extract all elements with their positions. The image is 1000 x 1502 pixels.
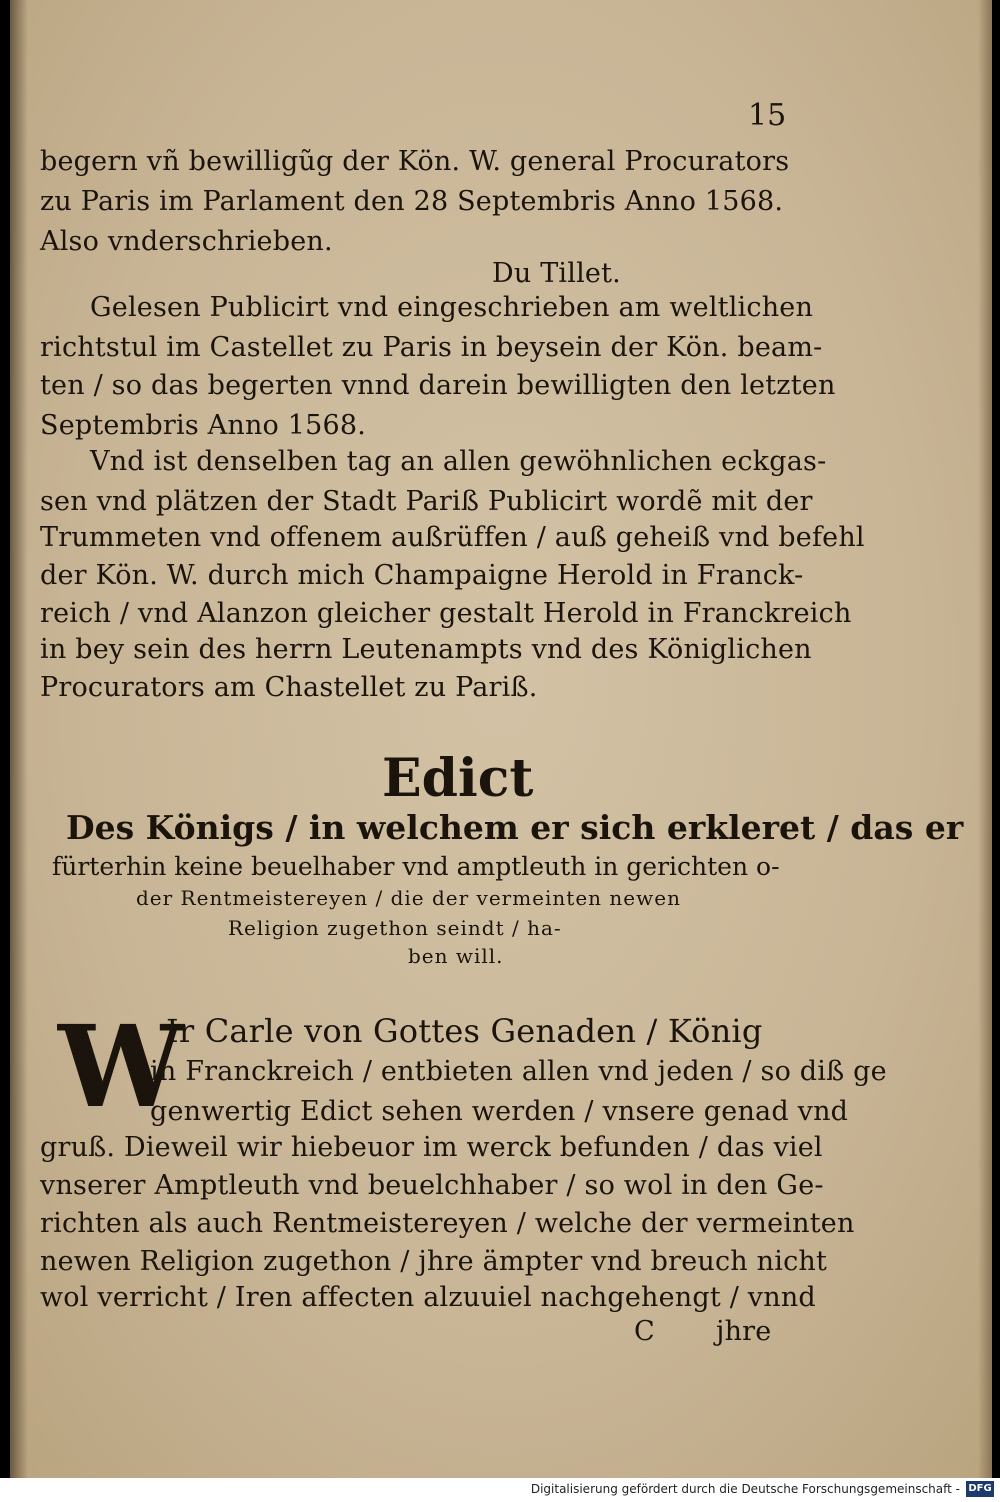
text-line: der Kön. W. durch mich Champaigne Herold in Franck- (40, 560, 804, 591)
page-number: 15 (748, 98, 787, 133)
signature-mark: C (634, 1316, 655, 1347)
text-line: gruß. Dieweil wir hiebeuor im werck befunden / das viel (40, 1132, 823, 1163)
text-line: zu Paris im Parlament den 28 Septembris Anno 1568. (40, 186, 784, 217)
text-line: Vnd ist denselben tag an allen gewöhnlichen eckgas- (90, 446, 827, 477)
heading-line: ben will. (408, 944, 504, 968)
signature: Du Tillet. (492, 258, 621, 289)
funding-notice: Digitalisierung gefördert durch die Deutsche Forschungsgemeinschaft - (530, 1482, 960, 1496)
text-line: Also vnderschrieben. (40, 226, 333, 257)
text-line: in Franckreich / entbieten allen vnd jeden / so diß ge (150, 1056, 887, 1087)
text-line: Septembris Anno 1568. (40, 410, 367, 441)
decorated-initial: W (58, 1002, 184, 1133)
text-line: sen vnd plätzen der Stadt Pariß Publicirt wordẽ mit der (40, 486, 813, 517)
heading-line: der Rentmeistereyen / die der vermeinten newen (136, 886, 681, 910)
heading-line: Des Königs / in welchem er sich erkleret / das er (66, 808, 964, 847)
dfg-logo: DFG (966, 1481, 994, 1497)
text-line: in bey sein des herrn Leutenampts vnd des Königlichen (40, 634, 812, 665)
text-line: richtstul im Castellet zu Paris in beysein der Kön. beam- (40, 332, 823, 363)
text-line: Ir Carle von Gottes Genaden / König (166, 1012, 763, 1050)
footer-bar (0, 1478, 1000, 1502)
text-line: vnserer Amptleuth vnd beuelchhaber / so wol in den Ge- (40, 1170, 824, 1201)
book-page (10, 0, 992, 1478)
heading-line: Religion zugethon seindt / ha- (228, 916, 562, 940)
text-line: Gelesen Publicirt vnd eingeschrieben am weltlichen (90, 292, 814, 323)
text-line: richten als auch Rentmeistereyen / welche der vermeinten (40, 1208, 855, 1239)
text-line: newen Religion zugethon / jhre ämpter vnd breuch nicht (40, 1246, 828, 1277)
heading-line: fürterhin keine beuelhaber vnd amptleuth in gerichten o- (52, 852, 780, 881)
catchword: jhre (716, 1316, 772, 1347)
text-line: genwertig Edict sehen werden / vnsere genad vnd (150, 1096, 849, 1127)
heading-title: Edict (382, 748, 534, 809)
text-line: wol verricht / Iren affecten alzuuiel nachgehengt / vnnd (40, 1282, 816, 1313)
text-line: begern vñ bewilligũg der Kön. W. general Procurators (40, 146, 790, 177)
page-gutter-shadow (10, 0, 28, 1478)
text-line: Trummeten vnd offenem außrüffen / auß geheiß vnd befehl (40, 522, 865, 553)
text-line: Procurators am Chastellet zu Pariß. (40, 672, 538, 703)
text-line: ten / so das begerten vnnd darein bewilligten den letzten (40, 370, 836, 401)
text-line: reich / vnd Alanzon gleicher gestalt Herold in Franckreich (40, 598, 852, 629)
page-edge-shadow (978, 0, 992, 1478)
